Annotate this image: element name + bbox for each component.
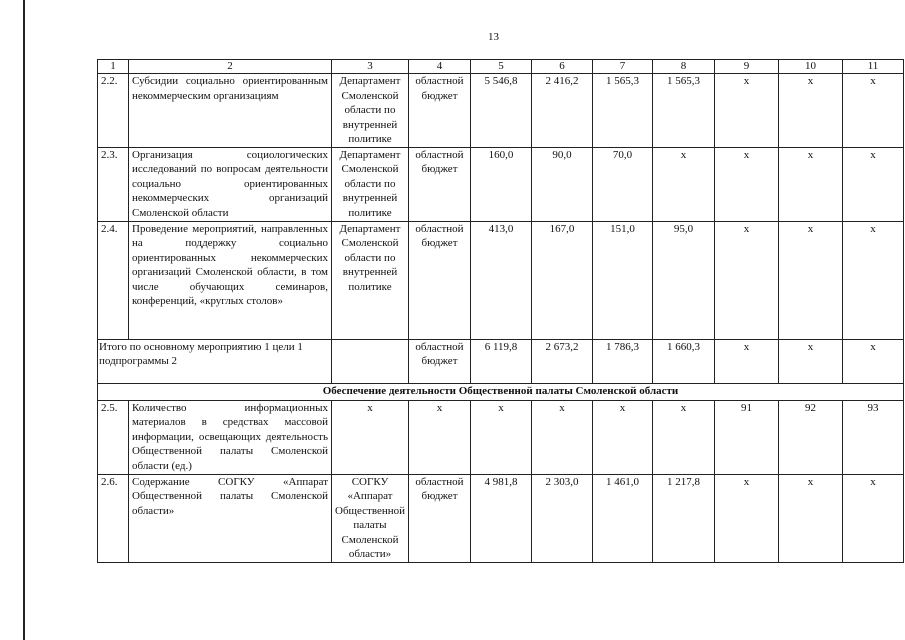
section-title: Обеспечение деятельности Общественной палаты Смоленской области: [98, 383, 904, 400]
row-value: x: [715, 74, 779, 148]
total-value: 1 786,3: [593, 339, 653, 383]
header-row: [98, 60, 904, 74]
row-number: 2.2.: [98, 74, 129, 148]
row-number: 2.5.: [98, 400, 129, 474]
table-row: [98, 147, 904, 221]
row-value: x: [779, 74, 843, 148]
row-value: 1 565,3: [653, 74, 715, 148]
row-name: Организация социологических исследований по вопросам деятельности социально ориентированных некоммерческих организаций Смоленской области: [129, 147, 332, 221]
row-source: областной бюджет: [409, 74, 471, 148]
total-source: областной бюджет: [409, 339, 471, 383]
row-value: x: [843, 74, 904, 148]
row-value: x: [779, 474, 843, 562]
row-value: 1 217,8: [653, 474, 715, 562]
col-header: 11: [843, 60, 904, 74]
total-value: 6 119,8: [471, 339, 532, 383]
row-executor: СОГКУ «Аппарат Общественной палаты Смоленской области»: [332, 474, 409, 562]
col-header: 1: [98, 60, 129, 74]
row-total: 5 546,8: [471, 74, 532, 148]
row-total: x: [471, 400, 532, 474]
col-header: 2: [129, 60, 332, 74]
row-source: областной бюджет: [409, 221, 471, 339]
total-label: Итого по основному мероприятию 1 цели 1 подпрограммы 2: [98, 339, 332, 383]
row-value: 2 303,0: [532, 474, 593, 562]
program-table: [97, 59, 904, 563]
row-executor: Департамент Смоленской области по внутренней политике: [332, 74, 409, 148]
row-value: x: [532, 400, 593, 474]
row-value: 70,0: [593, 147, 653, 221]
row-number: 2.6.: [98, 474, 129, 562]
col-header: 10: [779, 60, 843, 74]
row-value: x: [843, 474, 904, 562]
row-value: x: [843, 147, 904, 221]
total-value: x: [779, 339, 843, 383]
row-number: 2.3.: [98, 147, 129, 221]
row-source: областной бюджет: [409, 474, 471, 562]
row-value: x: [779, 147, 843, 221]
row-value: x: [843, 221, 904, 339]
row-value: 93: [843, 400, 904, 474]
col-header: 9: [715, 60, 779, 74]
col-header: 5: [471, 60, 532, 74]
row-value: x: [653, 147, 715, 221]
table-row: [98, 474, 904, 562]
table-row: [98, 74, 904, 148]
total-value: x: [843, 339, 904, 383]
row-value: 92: [779, 400, 843, 474]
table-row: [98, 400, 904, 474]
row-total: 4 981,8: [471, 474, 532, 562]
total-value: 1 660,3: [653, 339, 715, 383]
total-executor-empty: [332, 339, 409, 383]
row-value: 167,0: [532, 221, 593, 339]
row-executor: Департамент Смоленской области по внутренней политике: [332, 221, 409, 339]
total-value: 2 673,2: [532, 339, 593, 383]
col-header: 4: [409, 60, 471, 74]
table-row: [98, 221, 904, 339]
row-name: Субсидии социально ориентированным некоммерческим организациям: [129, 74, 332, 148]
col-header: 6: [532, 60, 593, 74]
row-name: Проведение мероприятий, направленных на поддержку социально ориентированных некоммерческих организаций Смоленской области, в том числе обучающих семинаров, конференций, «круглых столов»: [129, 221, 332, 339]
row-number: 2.4.: [98, 221, 129, 339]
row-executor: Департамент Смоленской области по внутренней политике: [332, 147, 409, 221]
row-value: x: [715, 221, 779, 339]
row-value: 151,0: [593, 221, 653, 339]
total-row: [98, 339, 904, 383]
row-source: областной бюджет: [409, 147, 471, 221]
row-value: 91: [715, 400, 779, 474]
section-row: [98, 383, 904, 400]
row-value: x: [779, 221, 843, 339]
row-source: x: [409, 400, 471, 474]
row-total: 160,0: [471, 147, 532, 221]
row-value: 95,0: [653, 221, 715, 339]
row-value: x: [715, 147, 779, 221]
row-value: x: [653, 400, 715, 474]
row-value: x: [593, 400, 653, 474]
row-value: x: [715, 474, 779, 562]
page-number: 13: [488, 31, 499, 43]
row-name: Содержание СОГКУ «Аппарат Общественной палаты Смоленской области»: [129, 474, 332, 562]
row-value: 2 416,2: [532, 74, 593, 148]
row-value: 1 461,0: [593, 474, 653, 562]
total-value: x: [715, 339, 779, 383]
row-name: Количество информационных материалов в средствах массовой информации, освещающих деятельность Общественной палаты Смоленской области (ед.): [129, 400, 332, 474]
row-total: 413,0: [471, 221, 532, 339]
col-header: 8: [653, 60, 715, 74]
col-header: 7: [593, 60, 653, 74]
row-value: 90,0: [532, 147, 593, 221]
binding-margin-line: [23, 0, 25, 640]
row-value: 1 565,3: [593, 74, 653, 148]
row-executor: x: [332, 400, 409, 474]
col-header: 3: [332, 60, 409, 74]
